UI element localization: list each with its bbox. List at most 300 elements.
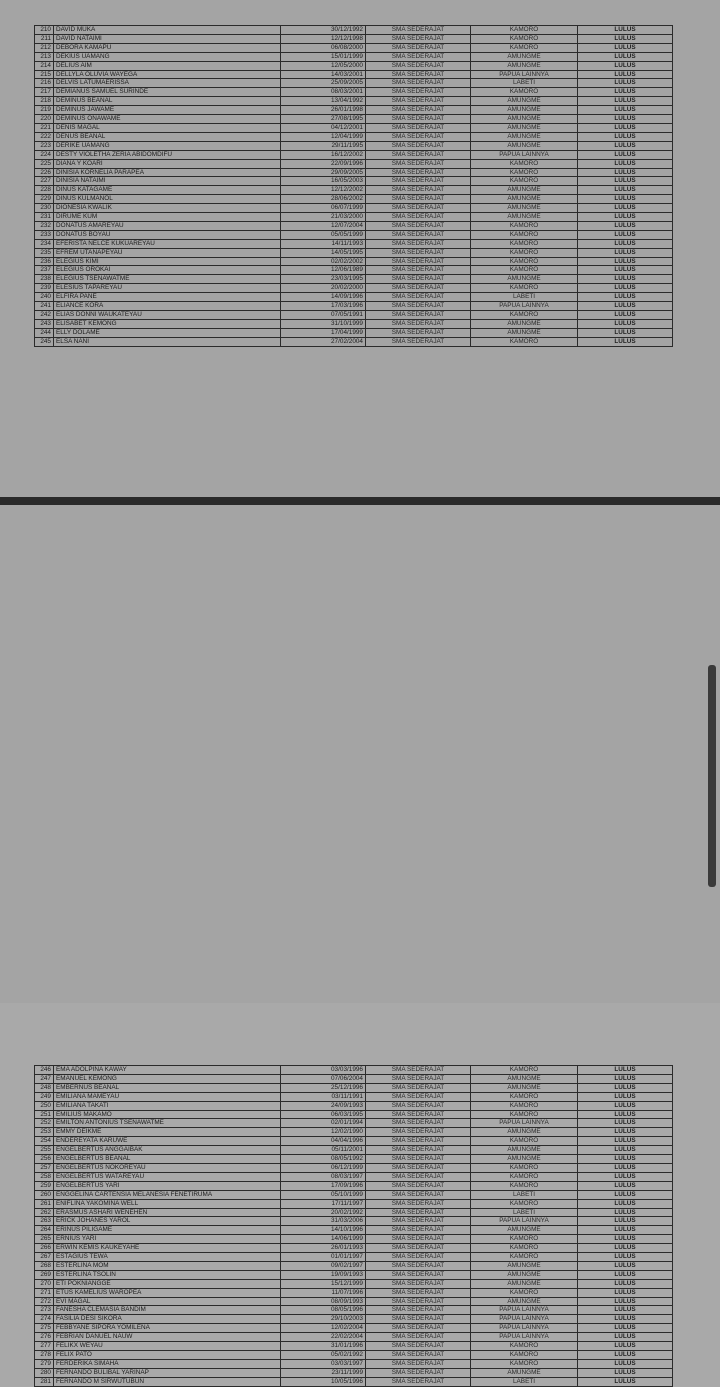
row-number: 236: [35, 257, 54, 266]
row-number: 254: [35, 1137, 54, 1146]
row-number: 243: [35, 319, 54, 328]
school-level: SMA SEDERAJAT: [366, 1279, 471, 1288]
school-level: SMA SEDERAJAT: [366, 1181, 471, 1190]
table-row: [35, 1253, 673, 1262]
participant-name: FERDERIKA SIMAHA: [54, 1359, 281, 1368]
ethnic-group: KAMORO: [471, 1359, 578, 1368]
status-badge: LULUS: [578, 97, 673, 106]
row-number: 232: [35, 221, 54, 230]
birth-date: 04/04/1996: [281, 1137, 366, 1146]
status-badge: LULUS: [578, 1315, 673, 1324]
school-level: SMA SEDERAJAT: [366, 150, 471, 159]
birth-date: 12/07/2004: [281, 221, 366, 230]
table-row: [35, 1155, 673, 1164]
participant-name: ELEGIUS TSENAWATME: [54, 275, 281, 284]
birth-date: 14/06/1999: [281, 1235, 366, 1244]
table-row: [35, 1137, 673, 1146]
ethnic-group: KAMORO: [471, 177, 578, 186]
status-badge: LULUS: [578, 1270, 673, 1279]
participant-name: ESTERLINA TSOLIN: [54, 1270, 281, 1279]
school-level: SMA SEDERAJAT: [366, 1128, 471, 1137]
table-row: [35, 1315, 673, 1324]
school-level: SMA SEDERAJAT: [366, 123, 471, 132]
participant-name: DINISIA KORNELIA PARAPEA: [54, 168, 281, 177]
status-badge: LULUS: [578, 1101, 673, 1110]
ethnic-group: KAMORO: [471, 1199, 578, 1208]
status-badge: LULUS: [578, 239, 673, 248]
school-level: SMA SEDERAJAT: [366, 319, 471, 328]
participant-name: FEBBYANE SIPORA YOMILENA: [54, 1324, 281, 1333]
birth-date: 05/02/1992: [281, 1351, 366, 1360]
participant-name: EMA ADOLPINA KAWAY: [54, 1066, 281, 1075]
row-number: 220: [35, 115, 54, 124]
row-number: 230: [35, 204, 54, 213]
participant-name: DELVIS LATUMAERISSA: [54, 79, 281, 88]
school-level: SMA SEDERAJAT: [366, 266, 471, 275]
ethnic-group: AMUNGME: [471, 97, 578, 106]
ethnic-group: AMUNGME: [471, 275, 578, 284]
school-level: SMA SEDERAJAT: [366, 1199, 471, 1208]
birth-date: 16/12/2002: [281, 150, 366, 159]
participant-name: FANESHA CLEMASIA BANDIM: [54, 1306, 281, 1315]
school-level: SMA SEDERAJAT: [366, 106, 471, 115]
ethnic-group: KAMORO: [471, 337, 578, 346]
row-number: 277: [35, 1342, 54, 1351]
school-level: SMA SEDERAJAT: [366, 1092, 471, 1101]
participant-name: FELIX PATO: [54, 1351, 281, 1360]
table-row: [35, 239, 673, 248]
birth-date: 20/02/2000: [281, 284, 366, 293]
birth-date: 08/03/2001: [281, 88, 366, 97]
status-badge: LULUS: [578, 1261, 673, 1270]
birth-date: 19/09/1993: [281, 1270, 366, 1279]
ethnic-group: LABETI: [471, 1190, 578, 1199]
school-level: SMA SEDERAJAT: [366, 61, 471, 70]
birth-date: 29/09/2005: [281, 168, 366, 177]
ethnic-group: AMUNGME: [471, 132, 578, 141]
birth-date: 03/03/1997: [281, 1359, 366, 1368]
status-badge: LULUS: [578, 1199, 673, 1208]
ethnic-group: KAMORO: [471, 230, 578, 239]
school-level: SMA SEDERAJAT: [366, 1315, 471, 1324]
ethnic-group: AMUNGME: [471, 195, 578, 204]
participant-name: DAVID NATAIMI: [54, 34, 281, 43]
participant-name: ELESIUS TAPAREYAU: [54, 284, 281, 293]
ethnic-group: AMUNGME: [471, 1155, 578, 1164]
scrollbar-thumb[interactable]: [708, 665, 716, 887]
school-level: SMA SEDERAJAT: [366, 79, 471, 88]
birth-date: 13/04/1992: [281, 97, 366, 106]
birth-date: 22/09/1996: [281, 159, 366, 168]
birth-date: 25/09/2005: [281, 79, 366, 88]
table-row: [35, 230, 673, 239]
table-row: [35, 1368, 673, 1377]
birth-date: 26/01/1998: [281, 106, 366, 115]
birth-date: 05/10/1999: [281, 1190, 366, 1199]
ethnic-group: AMUNGME: [471, 61, 578, 70]
row-number: 241: [35, 302, 54, 311]
ethnic-group: KAMORO: [471, 1342, 578, 1351]
row-number: 213: [35, 52, 54, 61]
table-row: [35, 257, 673, 266]
row-number: 263: [35, 1217, 54, 1226]
status-badge: LULUS: [578, 1172, 673, 1181]
status-badge: LULUS: [578, 230, 673, 239]
birth-date: 15/12/1999: [281, 1279, 366, 1288]
school-level: SMA SEDERAJAT: [366, 284, 471, 293]
birth-date: 12/04/1999: [281, 132, 366, 141]
school-level: SMA SEDERAJAT: [366, 1155, 471, 1164]
table-row: [35, 1279, 673, 1288]
status-badge: LULUS: [578, 284, 673, 293]
birth-date: 12/05/2000: [281, 61, 366, 70]
table-row: [35, 1270, 673, 1279]
row-number: 262: [35, 1208, 54, 1217]
participant-name: DINUS KULMANOL: [54, 195, 281, 204]
table-row: [35, 1119, 673, 1128]
participant-name: DIONESIA KWALIK: [54, 204, 281, 213]
participant-name: ESTAGIUS TEWA: [54, 1253, 281, 1262]
school-level: SMA SEDERAJAT: [366, 1288, 471, 1297]
table-row: [35, 293, 673, 302]
row-number: 228: [35, 186, 54, 195]
birth-date: 12/06/1989: [281, 266, 366, 275]
birth-date: 11/07/1996: [281, 1288, 366, 1297]
row-number: 242: [35, 311, 54, 320]
birth-date: 12/02/1990: [281, 1128, 366, 1137]
row-number: 226: [35, 168, 54, 177]
birth-date: 14/11/1993: [281, 239, 366, 248]
school-level: SMA SEDERAJAT: [366, 1217, 471, 1226]
status-badge: LULUS: [578, 106, 673, 115]
participant-name: FERNANDO BULIBAL YARINAP: [54, 1368, 281, 1377]
row-number: 237: [35, 266, 54, 275]
row-number: 272: [35, 1297, 54, 1306]
row-number: 248: [35, 1083, 54, 1092]
school-level: SMA SEDERAJAT: [366, 1324, 471, 1333]
birth-date: 31/01/1996: [281, 1342, 366, 1351]
ethnic-group: KAMORO: [471, 1110, 578, 1119]
ethnic-group: KAMORO: [471, 43, 578, 52]
status-badge: LULUS: [578, 1208, 673, 1217]
table-row: [35, 1199, 673, 1208]
birth-date: 08/05/1992: [281, 1155, 366, 1164]
ethnic-group: AMUNGME: [471, 1083, 578, 1092]
school-level: SMA SEDERAJAT: [366, 275, 471, 284]
participant-table-bottom: [34, 1065, 673, 1387]
ethnic-group: AMUNGME: [471, 1279, 578, 1288]
ethnic-group: AMUNGME: [471, 328, 578, 337]
table-row: [35, 195, 673, 204]
table-row: [35, 168, 673, 177]
school-level: SMA SEDERAJAT: [366, 1253, 471, 1262]
status-badge: LULUS: [578, 1359, 673, 1368]
table-row: [35, 1351, 673, 1360]
row-number: 219: [35, 106, 54, 115]
row-number: 231: [35, 213, 54, 222]
table-row: [35, 213, 673, 222]
row-number: 210: [35, 26, 54, 35]
table-row: [35, 1181, 673, 1190]
status-badge: LULUS: [578, 1342, 673, 1351]
school-level: SMA SEDERAJAT: [366, 221, 471, 230]
birth-date: 24/09/1993: [281, 1101, 366, 1110]
row-number: 256: [35, 1155, 54, 1164]
birth-date: 27/02/2004: [281, 337, 366, 346]
row-number: 225: [35, 159, 54, 168]
school-level: SMA SEDERAJAT: [366, 1172, 471, 1181]
birth-date: 23/03/1995: [281, 275, 366, 284]
participant-name: ETUS KAMELIUS WAROPEA: [54, 1288, 281, 1297]
birth-date: 14/09/1996: [281, 293, 366, 302]
participant-name: DEMINUS ONAWAME: [54, 115, 281, 124]
birth-date: 15/01/1999: [281, 52, 366, 61]
school-level: SMA SEDERAJAT: [366, 204, 471, 213]
ethnic-group: AMUNGME: [471, 123, 578, 132]
table-row: [35, 1333, 673, 1342]
school-level: SMA SEDERAJAT: [366, 293, 471, 302]
ethnic-group: PAPUA LAINNYA: [471, 150, 578, 159]
school-level: SMA SEDERAJAT: [366, 1261, 471, 1270]
participant-name: ELIAS DONNI WAUKATEYAU: [54, 311, 281, 320]
table-row: [35, 106, 673, 115]
table-row: [35, 79, 673, 88]
school-level: SMA SEDERAJAT: [366, 1333, 471, 1342]
school-level: SMA SEDERAJAT: [366, 311, 471, 320]
participant-name: DEKIUS UAMANG: [54, 52, 281, 61]
row-number: 218: [35, 97, 54, 106]
birth-date: 25/12/1996: [281, 1083, 366, 1092]
table-row: [35, 311, 673, 320]
status-badge: LULUS: [578, 115, 673, 124]
ethnic-group: KAMORO: [471, 1092, 578, 1101]
school-level: SMA SEDERAJAT: [366, 1297, 471, 1306]
birth-date: 06/07/1999: [281, 204, 366, 213]
ethnic-group: KAMORO: [471, 1244, 578, 1253]
table-row: [35, 328, 673, 337]
school-level: SMA SEDERAJAT: [366, 1208, 471, 1217]
school-level: SMA SEDERAJAT: [366, 52, 471, 61]
table-row: [35, 275, 673, 284]
birth-date: 29/11/1995: [281, 141, 366, 150]
school-level: SMA SEDERAJAT: [366, 1110, 471, 1119]
school-level: SMA SEDERAJAT: [366, 1377, 471, 1386]
participant-name: DONATUS BOYAU: [54, 230, 281, 239]
status-badge: LULUS: [578, 1074, 673, 1083]
table-row: [35, 1190, 673, 1199]
status-badge: LULUS: [578, 1110, 673, 1119]
status-badge: LULUS: [578, 1333, 673, 1342]
table-row: [35, 337, 673, 346]
birth-date: 17/09/1996: [281, 1181, 366, 1190]
table-row: [35, 1288, 673, 1297]
document-page-bottom: [0, 505, 720, 1385]
participant-name: ELISABET KEMONG: [54, 319, 281, 328]
table-row: [35, 1217, 673, 1226]
birth-date: 01/01/1997: [281, 1253, 366, 1262]
row-number: 275: [35, 1324, 54, 1333]
status-badge: LULUS: [578, 34, 673, 43]
birth-date: 20/02/1992: [281, 1208, 366, 1217]
row-number: 259: [35, 1181, 54, 1190]
status-badge: LULUS: [578, 1306, 673, 1315]
birth-date: 12/12/1998: [281, 34, 366, 43]
row-number: 253: [35, 1128, 54, 1137]
participant-name: ENGELBERTUS ANGGAIBAK: [54, 1146, 281, 1155]
status-badge: LULUS: [578, 79, 673, 88]
birth-date: 12/12/2002: [281, 186, 366, 195]
birth-date: 06/12/1999: [281, 1163, 366, 1172]
birth-date: 16/05/2003: [281, 177, 366, 186]
ethnic-group: AMUNGME: [471, 1146, 578, 1155]
status-badge: LULUS: [578, 177, 673, 186]
school-level: SMA SEDERAJAT: [366, 115, 471, 124]
participant-name: ERINUS PILIGAME: [54, 1226, 281, 1235]
ethnic-group: AMUNGME: [471, 52, 578, 61]
status-badge: LULUS: [578, 26, 673, 35]
ethnic-group: KAMORO: [471, 1181, 578, 1190]
participant-name: ENGGELINA CARTENSIA MELANESIA FENETIRUMA: [54, 1190, 281, 1199]
table-row: [35, 1208, 673, 1217]
status-badge: LULUS: [578, 186, 673, 195]
participant-name: EMMY DEIKME: [54, 1128, 281, 1137]
status-badge: LULUS: [578, 1083, 673, 1092]
school-level: SMA SEDERAJAT: [366, 213, 471, 222]
row-number: 280: [35, 1368, 54, 1377]
participant-name: EMILIANA TAKATI: [54, 1101, 281, 1110]
status-badge: LULUS: [578, 204, 673, 213]
row-number: 240: [35, 293, 54, 302]
ethnic-group: AMUNGME: [471, 1297, 578, 1306]
school-level: SMA SEDERAJAT: [366, 97, 471, 106]
table-row: [35, 177, 673, 186]
participant-name: DIANA Y KOARI: [54, 159, 281, 168]
school-level: SMA SEDERAJAT: [366, 159, 471, 168]
status-badge: LULUS: [578, 1297, 673, 1306]
status-badge: LULUS: [578, 1324, 673, 1333]
status-badge: LULUS: [578, 1253, 673, 1262]
birth-date: 30/12/1992: [281, 26, 366, 35]
row-number: 249: [35, 1092, 54, 1101]
table-row: [35, 1261, 673, 1270]
row-number: 276: [35, 1333, 54, 1342]
status-badge: LULUS: [578, 1066, 673, 1075]
row-number: 255: [35, 1146, 54, 1155]
birth-date: 06/08/2000: [281, 43, 366, 52]
participant-name: DEMINUS JAWAME: [54, 106, 281, 115]
school-level: SMA SEDERAJAT: [366, 1270, 471, 1279]
birth-date: 23/11/1999: [281, 1368, 366, 1377]
row-number: 271: [35, 1288, 54, 1297]
school-level: SMA SEDERAJAT: [366, 1119, 471, 1128]
school-level: SMA SEDERAJAT: [366, 1101, 471, 1110]
school-level: SMA SEDERAJAT: [366, 1351, 471, 1360]
participant-name: ENGELBERTUS YARI: [54, 1181, 281, 1190]
row-number: 246: [35, 1066, 54, 1075]
table-row: [35, 1092, 673, 1101]
row-number: 224: [35, 150, 54, 159]
table-row: [35, 132, 673, 141]
ethnic-group: AMUNGME: [471, 1074, 578, 1083]
status-badge: LULUS: [578, 311, 673, 320]
participant-name: FERNANDO M SIRWUTUBUN: [54, 1377, 281, 1386]
row-number: 247: [35, 1074, 54, 1083]
school-level: SMA SEDERAJAT: [366, 1066, 471, 1075]
ethnic-group: LABETI: [471, 293, 578, 302]
ethnic-group: PAPUA LAINNYA: [471, 1217, 578, 1226]
birth-date: 27/08/1995: [281, 115, 366, 124]
school-level: SMA SEDERAJAT: [366, 302, 471, 311]
participant-name: ETI POKNIANGGE: [54, 1279, 281, 1288]
birth-date: 02/01/1994: [281, 1119, 366, 1128]
participant-name: DEMIANUS SAMUEL SURINDE: [54, 88, 281, 97]
status-badge: LULUS: [578, 1288, 673, 1297]
participant-name: ERNIUS YARI: [54, 1235, 281, 1244]
row-number: 235: [35, 248, 54, 257]
school-level: SMA SEDERAJAT: [366, 1306, 471, 1315]
table-row: [35, 266, 673, 275]
birth-date: 07/06/2004: [281, 1074, 366, 1083]
school-level: SMA SEDERAJAT: [366, 70, 471, 79]
birth-date: 14/05/1995: [281, 248, 366, 257]
participant-name: ELFIRA PANE: [54, 293, 281, 302]
table-row: [35, 34, 673, 43]
birth-date: 05/05/1999: [281, 230, 366, 239]
ethnic-group: KAMORO: [471, 1163, 578, 1172]
status-badge: LULUS: [578, 266, 673, 275]
ethnic-group: LABETI: [471, 79, 578, 88]
school-level: SMA SEDERAJAT: [366, 257, 471, 266]
birth-date: 17/04/1999: [281, 328, 366, 337]
ethnic-group: KAMORO: [471, 1172, 578, 1181]
table-row: [35, 1128, 673, 1137]
participant-name: EMILIANA MAMEYAU: [54, 1092, 281, 1101]
birth-date: 21/03/2000: [281, 213, 366, 222]
participant-name: ELEGIUS KIMI: [54, 257, 281, 266]
row-number: 274: [35, 1315, 54, 1324]
table-row: [35, 1306, 673, 1315]
row-number: 278: [35, 1351, 54, 1360]
status-badge: LULUS: [578, 1092, 673, 1101]
row-number: 269: [35, 1270, 54, 1279]
row-number: 260: [35, 1190, 54, 1199]
school-level: SMA SEDERAJAT: [366, 1342, 471, 1351]
birth-date: 31/03/2006: [281, 1217, 366, 1226]
participant-name: ERICK JOHANES YAROL: [54, 1217, 281, 1226]
table-row: [35, 97, 673, 106]
school-level: SMA SEDERAJAT: [366, 132, 471, 141]
participant-name: ELIANCE KORA: [54, 302, 281, 311]
participant-name: ENDEREYATA KARUWE: [54, 1137, 281, 1146]
ethnic-group: PAPUA LAINNYA: [471, 1324, 578, 1333]
ethnic-group: AMUNGME: [471, 115, 578, 124]
birth-date: 08/05/1996: [281, 1306, 366, 1315]
table-row: [35, 1083, 673, 1092]
participant-name: FEBRIAN DANUEL NAUW: [54, 1333, 281, 1342]
status-badge: LULUS: [578, 1137, 673, 1146]
table-row: [35, 1297, 673, 1306]
table-row: [35, 1146, 673, 1155]
school-level: SMA SEDERAJAT: [366, 1074, 471, 1083]
table-row: [35, 1377, 673, 1386]
row-number: 221: [35, 123, 54, 132]
school-level: SMA SEDERAJAT: [366, 88, 471, 97]
ethnic-group: PAPUA LAINNYA: [471, 1315, 578, 1324]
participant-name: DIRUME KUM: [54, 213, 281, 222]
ethnic-group: AMUNGME: [471, 186, 578, 195]
status-badge: LULUS: [578, 1244, 673, 1253]
status-badge: LULUS: [578, 1217, 673, 1226]
